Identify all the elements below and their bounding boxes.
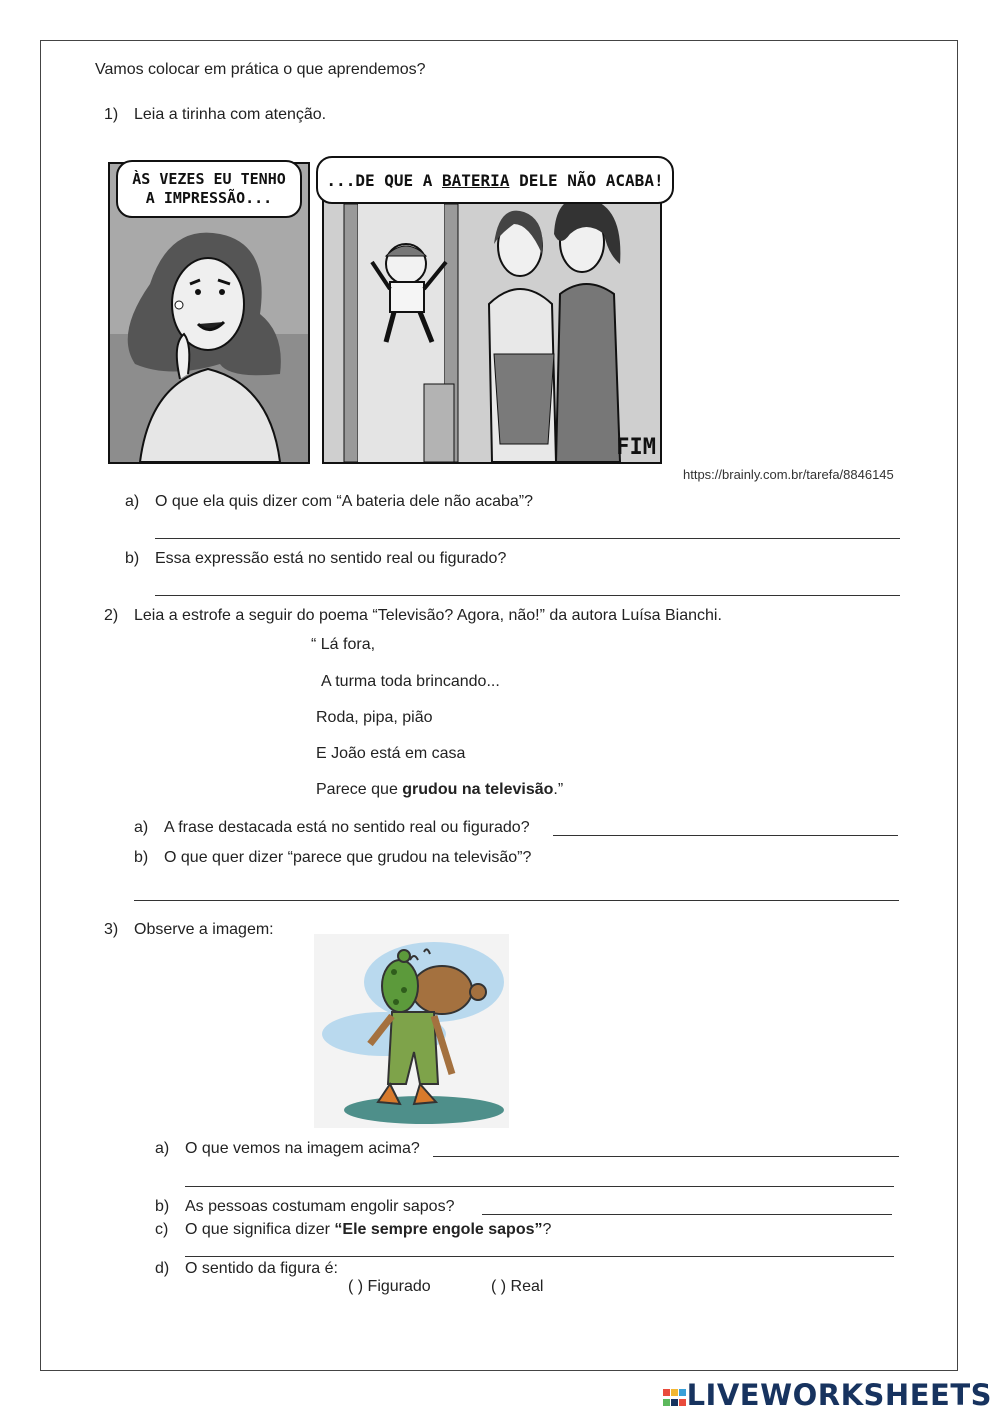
poem-highlighted-phrase: grudou na televisão — [402, 781, 554, 798]
brand-name: LIVEWORKSHEETS — [686, 1378, 992, 1412]
q2-number: 2) — [104, 607, 119, 624]
bubble-2-text-start: ...DE QUE A — [326, 171, 443, 190]
q3a-answer-line-1[interactable] — [433, 1156, 899, 1157]
brand-squares-icon — [663, 1387, 687, 1407]
q3b-letter: b) — [155, 1198, 170, 1215]
q3c-letter: c) — [155, 1221, 169, 1238]
q3c-prompt-start: O que significa dizer — [185, 1221, 335, 1238]
q1b-answer-line[interactable] — [155, 595, 900, 596]
q2a-answer-line[interactable] — [553, 835, 898, 836]
q1b-letter: b) — [125, 550, 140, 567]
poem-line-5-start: Parece que — [316, 781, 403, 798]
q1-prompt: Leia a tirinha com atenção. — [134, 106, 327, 123]
q2b-letter: b) — [134, 849, 149, 866]
intro-text: Vamos colocar em prática o que aprendemos? — [95, 61, 426, 78]
comic-panel-2 — [322, 162, 662, 464]
q3a-answer-line-2[interactable] — [185, 1186, 894, 1187]
poem-line-3: Roda, pipa, pião — [316, 709, 433, 726]
liveworksheets-logo — [663, 1378, 992, 1412]
speech-bubble-2 — [316, 156, 674, 204]
q1a-answer-line[interactable] — [155, 538, 900, 539]
bubble-2-underlined-word: BATERIA — [442, 171, 510, 190]
q3-number: 3) — [104, 921, 119, 938]
q2b-prompt: O que quer dizer “parece que grudou na televisão”? — [164, 849, 532, 866]
q1-number: 1) — [104, 106, 119, 123]
poem-line-4: E João está em casa — [316, 745, 466, 762]
q3a-prompt: O que vemos na imagem acima? — [185, 1140, 420, 1157]
q3c-prompt-end: ? — [542, 1221, 552, 1238]
boy-swallowing-frog-illustration — [314, 934, 509, 1128]
poem-line-1: “ Lá fora, — [311, 636, 376, 653]
q3d-letter: d) — [155, 1260, 170, 1277]
q3b-prompt: As pessoas costumam engolir sapos? — [185, 1198, 455, 1215]
q3c-answer-line[interactable] — [185, 1256, 894, 1257]
q2a-letter: a) — [134, 819, 149, 836]
speech-bubble-1 — [116, 160, 302, 218]
comic-end-label: FIM — [616, 435, 656, 460]
q1a-letter: a) — [125, 493, 140, 510]
q1a-prompt: O que ela quis dizer com “A bateria dele não acaba”? — [155, 493, 534, 510]
q2-prompt: Leia a estrofe a seguir do poema “Televisão? Agora, não!” da autora Luísa Bianchi. — [134, 607, 722, 624]
q2b-answer-line[interactable] — [134, 900, 899, 901]
q3a-letter: a) — [155, 1140, 170, 1157]
option-figurado-checkbox[interactable]: ( ) Figurado — [348, 1278, 431, 1295]
bubble-2-text-end: DELE NÃO ACABA! — [509, 171, 664, 190]
poem-line-5 — [316, 780, 563, 800]
q3c-highlighted-expression: “Ele sempre engole sapos” — [334, 1221, 543, 1238]
q3c-prompt — [185, 1220, 551, 1240]
q3d-prompt: O sentido da figura é: — [185, 1260, 338, 1277]
q1b-prompt: Essa expressão está no sentido real ou figurado? — [155, 550, 507, 567]
comic-source-url: https://brainly.com.br/tarefa/8846145 — [683, 467, 894, 482]
poem-line-2: A turma toda brincando... — [321, 673, 500, 690]
option-real-checkbox[interactable]: ( ) Real — [491, 1278, 544, 1295]
bubble-1-text: ÀS VEZES EU TENHO A IMPRESSÃO... — [132, 170, 286, 207]
q3-prompt: Observe a imagem: — [134, 921, 274, 938]
poem-line-5-end: .” — [553, 781, 564, 798]
q3b-answer-line[interactable] — [482, 1214, 892, 1215]
q2a-prompt: A frase destacada está no sentido real ou figurado? — [164, 819, 530, 836]
boy-running-and-women-illustration — [324, 164, 660, 462]
